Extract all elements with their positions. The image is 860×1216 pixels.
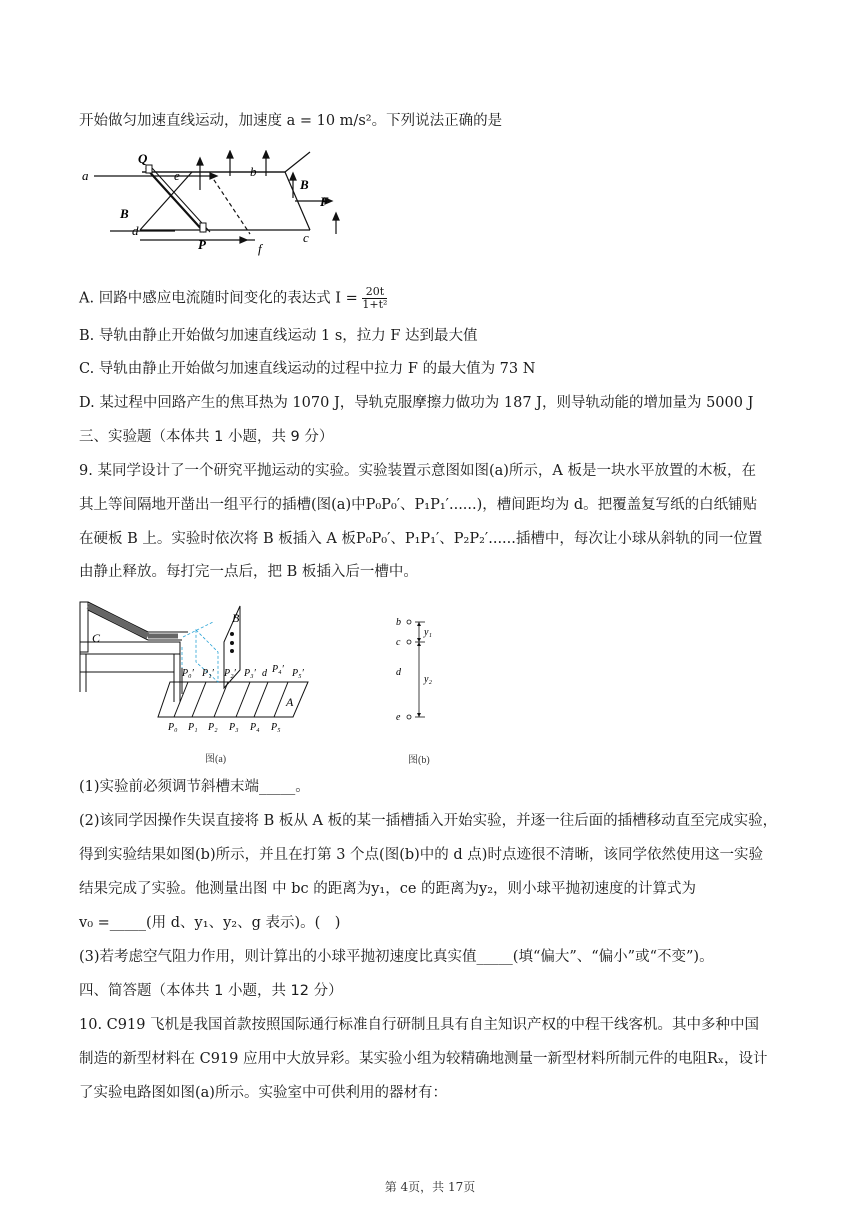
figure-b-points — [388, 610, 448, 770]
option-c: C. 导轨由静止开始做匀加速直线运动的过程中拉力 F 的最大值为 73 N — [79, 361, 536, 377]
top-P1: P₁′ — [202, 668, 214, 679]
top-P3: P₃′ — [244, 668, 256, 679]
bottom-P3: P₃ — [229, 722, 239, 733]
q9-line-3: 在硬板 B 上。实验时依次将 B 板插入 A 板P₀P₀′、P₁P₁′、P₂P₂′......插槽中，每次让小球从斜轨的同一位置 — [79, 531, 763, 547]
question-8-stem-end: 开始做匀加速直线运动，加速度 a = 10 m/s²。下列说法正确的是 — [79, 113, 503, 129]
bottom-P0: P₀ — [168, 722, 178, 733]
q9-part-1: (1)实验前必须调节斜槽末端_____。 — [79, 779, 310, 795]
option-d: D. 某过程中回路产生的焦耳热为 1070 J，导轨克服摩擦力做功为 187 J，则导轨动能的增加量为 5000 J — [79, 395, 754, 411]
label-f: f — [258, 241, 262, 256]
label-e: e — [396, 712, 401, 723]
section-3-heading: 三、实验题（本体共 1 小题，共 9 分） — [79, 429, 334, 445]
q9-line-1: 9. 某同学设计了一个研究平抛运动的实验。实验装置示意图如图(a)所示，A 板是一块水平放置的木板，在 — [79, 463, 756, 479]
bottom-P2: P₂ — [208, 722, 218, 733]
label-P: P — [198, 237, 206, 252]
top-P5: P₅′ — [292, 668, 304, 679]
q10-line-3: 了实验电路图如图(a)所示。实验室中可供利用的器材有： — [79, 1085, 447, 1101]
q10-line-1: 10. C919 飞机是我国首款按照国际通行标准自行研制且具有自主知识产权的中程干线客机。其中多种中国 — [79, 1017, 760, 1033]
caption-a: 图(a) — [205, 754, 227, 765]
label-y1: y₁ — [424, 627, 432, 638]
label-B-field: B — [300, 177, 309, 192]
fraction-numerator: 20t — [362, 286, 387, 299]
q9-part-3: (3)若考虑空气阻力作用，则计算出的小球平抛初速度比真实值_____(填“偏大”、“偏小”或“不变”)。 — [79, 949, 714, 965]
q9-line-2: 其上等间隔地开凿出一组平行的插槽(图(a)中P₀P₀′、P₁P₁′......)，槽间距均为 d。把覆盖复写纸的白纸铺贴 — [79, 497, 758, 513]
label-b: b — [396, 617, 401, 628]
label-B: B — [120, 206, 129, 221]
q10-line-2: 制造的新型材料在 C919 应用中大放异彩。某实验小组为较精确地测量一新型材料所制元件的电阻Rₓ，设计 — [79, 1051, 768, 1067]
figure-a-apparatus — [78, 592, 318, 767]
q9-line-4: 由静止释放。每打完一点后，把 B 板插入后一槽中。 — [79, 564, 418, 580]
top-P0: P₀′ — [182, 668, 194, 679]
label-B-board: B — [232, 611, 240, 625]
option-a: A. 回路中感应电流随时间变化的表达式 I = $\frac{20t}{\text{1+t²}}$ — [79, 285, 388, 311]
label-Q: Q — [138, 151, 148, 166]
label-b: b — [250, 164, 257, 179]
label-e: e — [174, 168, 180, 183]
label-c: c — [396, 637, 401, 648]
q9-part-2-line-2: 得到实验结果如图(b)所示，并且在打第 3 个点(图(b)中的 d 点)时点迹很不清晰，该同学依然使用这一实验 — [79, 847, 763, 863]
caption-b: 图(b) — [408, 755, 430, 766]
label-c: c — [303, 230, 309, 245]
label-A-board: A — [286, 695, 294, 709]
q9-part-2-line-3: 结果完成了实验。他测量出图 中 bc 的距离为y₁，ce 的距离为y₂，则小球平抛初速度的计算式为 — [79, 881, 697, 897]
option-b: B. 导轨由静止开始做匀加速直线运动 1 s，拉力 F 达到最大值 — [79, 328, 478, 344]
section-4-heading: 四、简答题（本体共 1 小题，共 12 分） — [79, 983, 343, 999]
bottom-P5: P₅ — [271, 722, 281, 733]
top-P4: P₄′ — [272, 664, 284, 675]
top-P2: P₂′ — [224, 668, 236, 679]
q9-part-2-line-1: (2)该同学因操作失误直接将 B 板从 A 板的某一插槽插入开始实验，并逐一往后面的插槽移动直至完成实验， — [79, 813, 778, 829]
label-C: C — [92, 631, 101, 645]
page-footer: 第 4页，共 17页 — [384, 1180, 476, 1194]
q9-part-2-line-4: v₀ =_____(用 d、y₁、y₂、g 表示)。( ) — [79, 915, 341, 931]
fraction-denominator: 1+t² — [362, 298, 388, 311]
bottom-P4: P₄ — [250, 722, 260, 733]
label-d: d — [396, 667, 401, 678]
label-F: F — [320, 194, 329, 209]
top-d: d — [262, 668, 267, 679]
rail-figure — [80, 150, 340, 260]
bottom-P1: P₁ — [188, 722, 198, 733]
label-d: d — [132, 223, 139, 238]
label-y2: y₂ — [424, 674, 432, 685]
label-a: a — [82, 168, 89, 183]
